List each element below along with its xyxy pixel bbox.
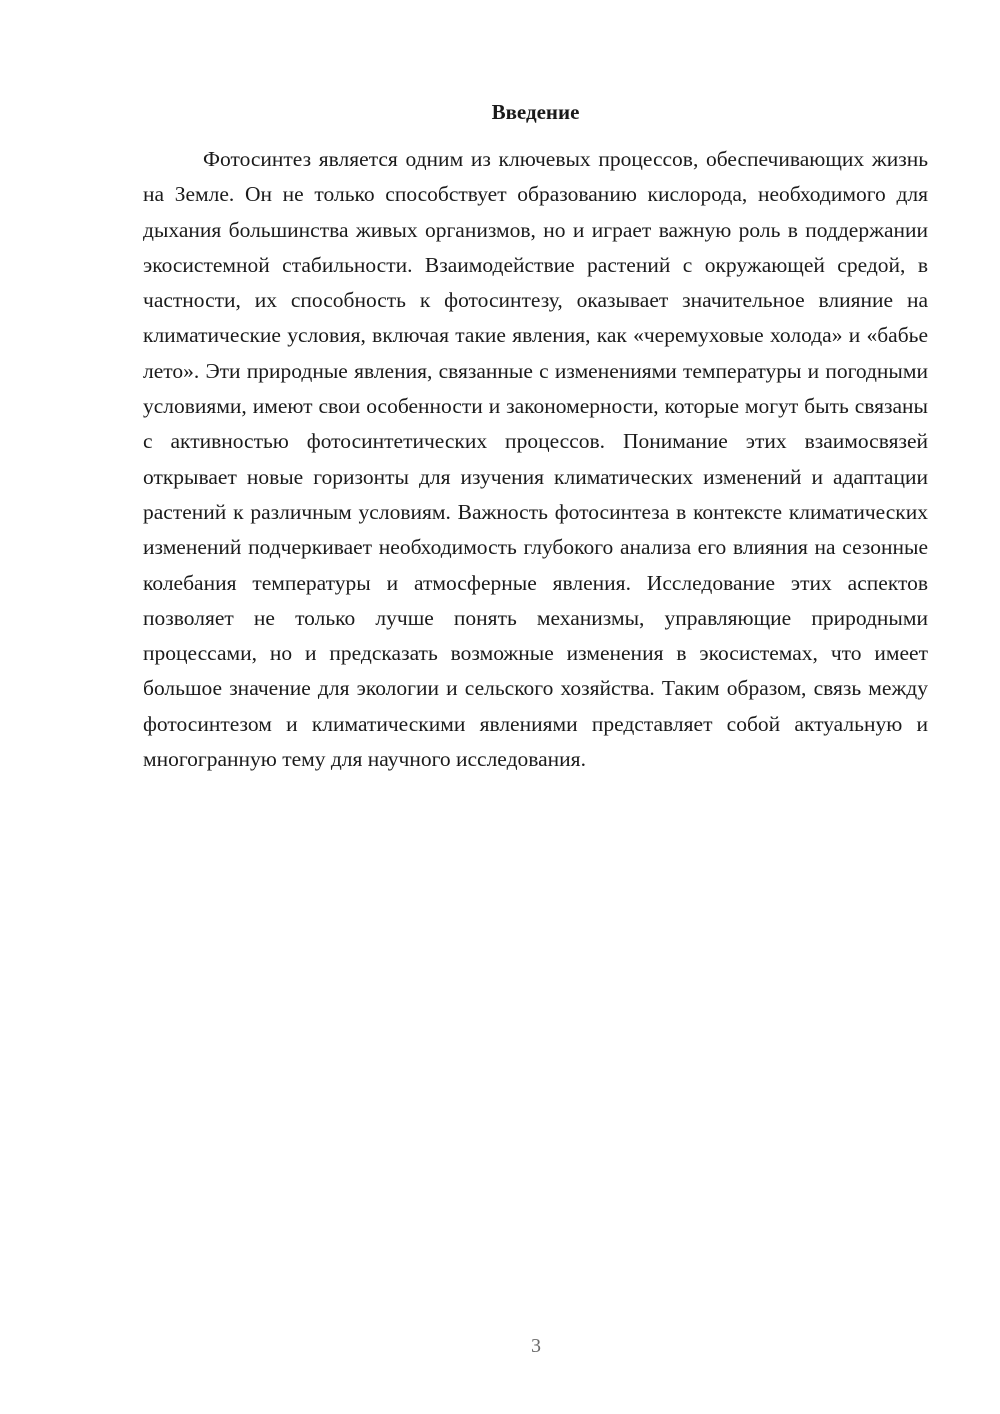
section-heading: Введение (491, 100, 580, 124)
body-paragraph: Фотосинтез является одним из ключевых процессов, обеспечивающих жизнь на Земле. Он не только способствует образованию кислорода, необходимого для дыхания большинства живых организмов, но и играет важную роль в поддержании экосистемной стабильности. Взаимодействие растений с окружающей средой, в частности, их способность к фотосинтезу, оказывает значительное влияние на климатические условия, включая такие явления, как «черемуховые холода» и «бабье лето». Эти природные явления, связанные с изменениями температуры и погодными условиями, имеют свои особенности и закономерности, которые могут быть связаны с активностью фотосинтетических процессов. Понимание этих взаимосвязей открывает новые горизонты для изучения климатических изменений и адаптации растений к различным условиям. Важность фотосинтеза в контексте климатических изменений подчеркивает необходимость глубокого анализа его влияния на сезонные колебания температуры и атмосферные явления. Исследование этих аспектов позволяет не только лучше понять механизмы, управляющие природными процессами, но и предсказать возможные изменения в экосистемах, что имеет большое значение для экологии и сельского хозяйства. Таким образом, связь между фотосинтезом и климатическими явлениями представляет собой актуальную и многогранную тему для научного исследования. (143, 147, 928, 772)
page-number: 3 (531, 1335, 541, 1357)
